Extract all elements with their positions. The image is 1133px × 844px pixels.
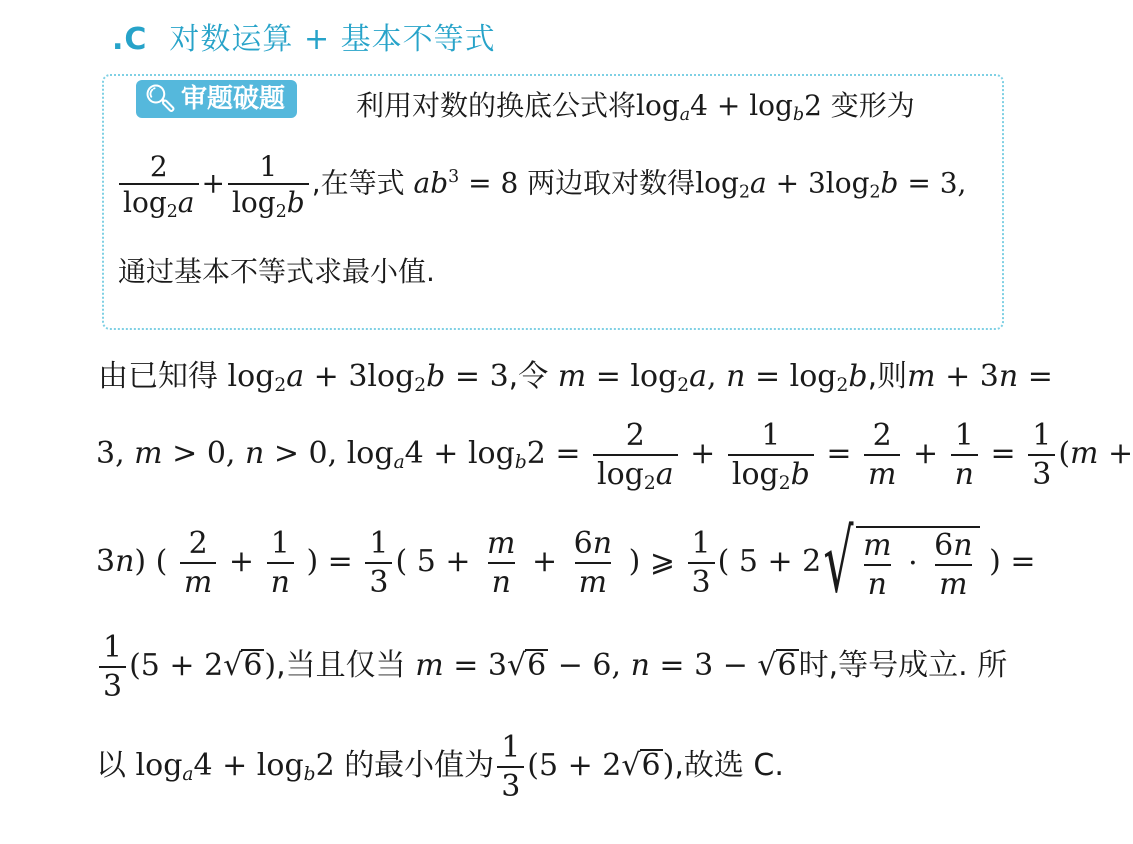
fraction: $\frac{2}{\log_2a}$ xyxy=(119,152,199,218)
fraction: $\frac{1}{n}$ xyxy=(951,420,978,490)
solution-text: 以 xyxy=(96,748,126,783)
tip-text-2b: 两边取对数得 xyxy=(527,166,696,200)
section-title: 对数运算 + 基本不等式 xyxy=(169,22,496,57)
tip-text-1b: 变形为 xyxy=(830,89,915,122)
fraction: $\frac{1}{3}$ xyxy=(497,732,524,802)
tip-tag xyxy=(136,80,297,118)
fraction: $\frac{1}{3}$ xyxy=(99,632,126,702)
solution-line-2: 3, m > 0, n > 0, $\log_a4 + \log_b2$ = $\frac{2}{\log_2a}$ + $\frac{1}{\log_2b}$ = $\frac{2}{m}$ + $\frac{1}{n}$ = $\frac{1}{3}$ (m + xyxy=(96,418,1133,494)
answer-option: .C xyxy=(112,22,148,57)
solution-line-5: 以 $\log_a4 + \log_b2$ 的最小值为 $\frac{1}{3}$ (5 + 2√6),故选 C. xyxy=(96,730,784,804)
fraction: $\frac{2}{\log_2a}$ xyxy=(593,420,678,490)
fraction: $\frac{2}{m}$ xyxy=(180,528,216,598)
fraction: $\frac{2}{m}$ xyxy=(864,420,900,490)
solution-line-1: 由已知得 $\log_2a + 3\log_2b = 3$,令 $m = \log_2a$, $n = \log_2b$,则m + 3n = xyxy=(98,359,1053,397)
radicand: $\frac{m}{n}$ · $\frac{6n}{m}$ xyxy=(856,526,979,600)
fraction: $\frac{1}{n}$ xyxy=(267,528,294,598)
radical-sign: √ xyxy=(823,512,854,613)
fraction: $\frac{1}{\log_2b}$ xyxy=(228,152,309,218)
search-icon: 🔍︎ xyxy=(144,84,178,114)
fraction: $\frac{1}{3}$ xyxy=(1028,420,1055,490)
tip-line-2: $\frac{2}{\log_2a}$ + $\frac{1}{\log_2b}$ ,在等式 $ab^3 = 8$ 两边取对数得$\log_2a + 3\log_2b = 3$, xyxy=(116,152,966,218)
solution-text: ,则 xyxy=(867,359,908,394)
solution-text: 的最小值为 xyxy=(344,748,495,783)
fraction: $\frac{6n}{m}$ xyxy=(573,526,613,600)
solution-text: ,令 xyxy=(508,359,549,394)
tip-text-3: 通过基本不等式求最小值. xyxy=(118,255,435,288)
solution-text: 由已知得 xyxy=(98,359,218,394)
tip-line-1: 利用对数的换底公式将$\log_a4 + \log_b2$ 变形为 xyxy=(356,89,915,125)
fraction: $\frac{1}{3}$ xyxy=(688,528,715,598)
solution-line-3: 3n) ( $\frac{2}{m}$ + $\frac{1}{n}$ ) = $\frac{1}{3}$ ( 5 + $\frac{m}{n}$ + $\frac{6n}{m}$ ) ⩾ $\frac{1}{3}$ ( 5 + 2√ $\frac{m}{n}$ · $\frac{6n}{m}$ ) = xyxy=(96,512,1036,613)
fraction: $\frac{m}{n}$ xyxy=(487,526,516,600)
tip-text-1: 利用对数的换底公式将 xyxy=(356,89,637,122)
solution-text: ,故选 C. xyxy=(674,748,784,783)
fraction: $\frac{1}{\log_2b}$ xyxy=(728,420,814,490)
solution-text: ,当且仅当 xyxy=(276,648,406,683)
tip-text-2: ,在等式 xyxy=(311,166,405,200)
solution-line-4: $\frac{1}{3}$ (5 + 2√6),当且仅当 m = 3√6 − 6, n = 3 − √6时,等号成立. 所 xyxy=(96,632,1007,702)
tip-tag-label: 审题破题 xyxy=(181,84,286,114)
fraction: $\frac{1}{3}$ xyxy=(365,528,392,598)
solution-text: 时,等号成立. 所 xyxy=(798,648,1008,683)
tip-line-3 xyxy=(118,255,435,288)
answer-header xyxy=(112,14,496,58)
